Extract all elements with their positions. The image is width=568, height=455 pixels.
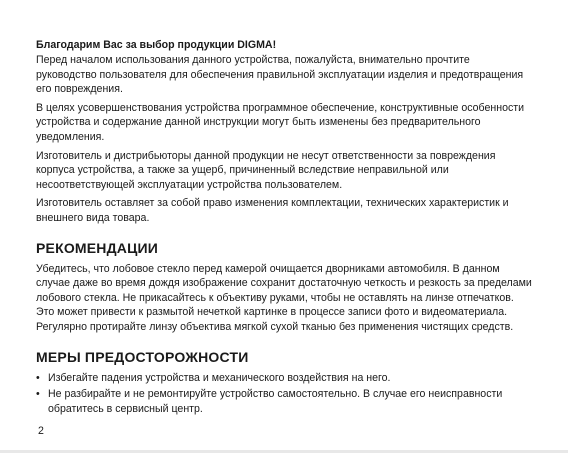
intro-paragraph-1: Перед началом использования данного устройства, пожалуйста, внимательно прочтите руководство пользователя для обеспечения правильной эксплуатации изделия и предотвращения его повреждения. xyxy=(36,54,524,96)
intro-title: Благодарим Вас за выбор продукции DIGMA! xyxy=(36,39,277,51)
precautions-list xyxy=(36,371,532,417)
intro-paragraph-4: Изготовитель оставляет за собой право изменения комплектации, технических характеристик и внешнего вида товара. xyxy=(36,197,509,224)
precautions-heading: МЕРЫ ПРЕДОСТОРОЖНОСТИ xyxy=(36,348,249,365)
intro-paragraph-2: В целях усовершенствования устройства программное обеспечение, конструктивные особенности устройства и содержание данной инструкции могут быть изменены без предварительного уведомления. xyxy=(36,101,525,143)
list-item xyxy=(36,387,532,416)
bullet-icon: • xyxy=(36,371,40,384)
recommendations-heading: РЕКОМЕНДАЦИИ xyxy=(36,239,159,256)
list-item-text: Не разбирайте и не ремонтируйте устройство самостоятельно. В случае его неисправности обратитесь в сервисный центр. xyxy=(48,388,503,415)
bullet-icon: • xyxy=(36,388,40,401)
page-number: 2 xyxy=(38,425,44,437)
recommendations-section xyxy=(36,240,532,335)
intro-section xyxy=(36,38,532,226)
manual-page xyxy=(36,38,532,418)
list-item xyxy=(36,371,532,386)
precautions-section xyxy=(36,349,532,417)
recommendations-paragraph: Убедитесь, что лобовое стекло перед камерой очищается дворниками автомобиля. В данном случае даже во время дождя изображение сохранит достаточную четкость и резкость за пределами лобового стекла. Не прикасайтесь к объективу руками, чтобы не оставлять на линзе отпечатков. Это может привести к размытой нечеткой картинке в процессе записи фото и видеоматериала. Регулярно протирайте линзу объектива мягкой сухой тканью без применения чистящих средств. xyxy=(36,262,532,333)
bottom-rule xyxy=(0,450,568,453)
intro-paragraph-3: Изготовитель и дистрибьюторы данной продукции не несут ответственности за повреждения корпуса устройства, а также за ущерб, причиненный вследствие неправильной или несоответствующей эксплуатации устройства пользователем. xyxy=(36,149,496,191)
list-item-text: Избегайте падения устройства и механического воздействия на него. xyxy=(48,371,391,384)
